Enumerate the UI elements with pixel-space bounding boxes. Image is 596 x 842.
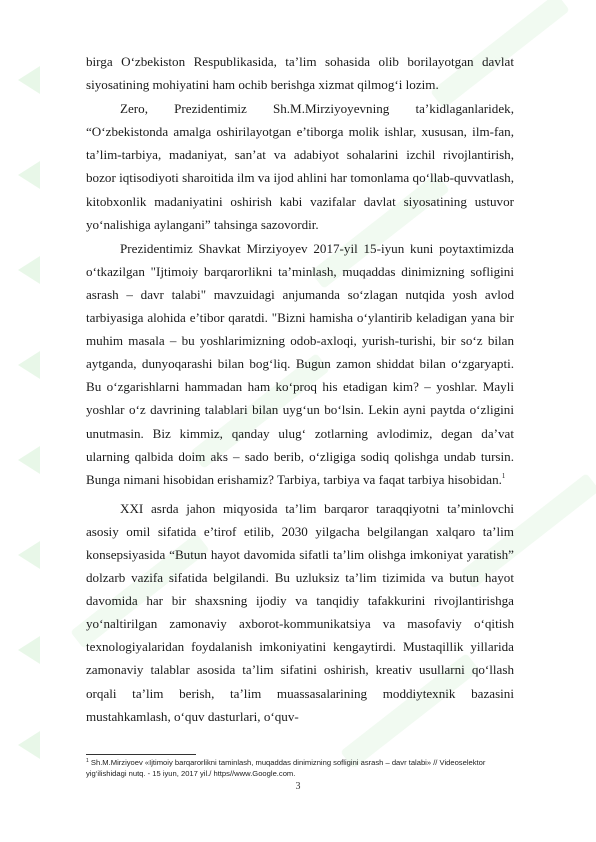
page-number: 3 [295, 781, 301, 792]
paragraph: birga O‘zbekiston Respublikasida, ta’lim sohasida olib borilayotgan davlat siyosatining mohiyatini ham ochib berishga xizmat qilmog‘i lozim. [86, 54, 514, 93]
footnote [86, 757, 514, 779]
paragraph [86, 237, 514, 491]
paragraph: XXI asrda jahon miqyosida ta’lim barqaror taraqqiyotni ta’minlovchi asosiy omil sifatida e’tirof etilib, 2030 yilgacha belgilangan xalqaro ta’lim konsepsiyasida “Butun hayot davomida sifatli ta’lim olishga imkoniyat yaratish” dolzarb vazifa sifatida belgilandi. Bu uzluksiz ta’lim tizimida va butun hayot davomida har bir shaxsning ijodiy va tanqidiy tafakkurini rivojlantirishga yo‘naltirilgan zamonaviy axborot-kommunikatsiya va masofaviy o‘qitish texnologiyalaridan foydalanish imkoniyatini kengaytirdi. Mustaqillik yillarida zamonaviy talablar asosida ta’lim sifatini oshirish, kreativ usullarni qo‘llash orqali ta’lim berish, ta’lim muassasalarining moddiytexnik bazasini mustahkamlash, o‘quv dasturlari, o‘quv- [86, 500, 514, 724]
footnote-ref[interactable]: 1 [501, 471, 506, 480]
paragraph: Zero, Prezidentimiz Sh.M.Mirziyoyevning ta’kidlaganlaridek, “O‘zbekistonda amalga oshirilayotgan e’tiborga molik ishlar, xususan, ilm-fan, ta’lim-tarbiya, madaniyat, san’at va adabiyot sohalarini izchil rivojlantirish, bozor iqtisodiyoti sharoitida ilm va ijod ahlini har tomonlama qo‘llab-quvvatlash, kitobxonlik madaniyatini oshirish kabi vazifalar davlat siyosatining ustuvor yo‘nalishiga aylangani” tahsinga sazovordir. [86, 101, 514, 232]
footnote-divider [86, 754, 196, 755]
body-text [86, 50, 514, 738]
footnote-marker: 1 [86, 758, 89, 764]
footnote-text: Sh.M.Mirziyoev «Ijtimoiy barqarorlikni taminlash, muqaddas dinimizning sofligini asrash – davr talabi» // Videoselektor yig‘ilishidagi nutq. - 15 iyun, 2017 yil./ https//www.Google.com. [86, 758, 486, 778]
paragraph-text: Prezidentimiz Shavkat Mirziyoyev 2017-yil 15-iyun kuni poytaxtimizda o‘tkazilgan "Ijtimoiy barqarorlikni ta’minlash, muqaddas dinimizning sofligini asrash – davr talabi" mavzuidagi anjumanda so‘zlagan nutqida yosh avlod tarbiyasiga alohida e’tibor qaratdi. "Bizni hamisha o‘ylantirib keladigan yana bir muhim masala – bu yoshlarimizning odob-axloqi, yurish-turishi, bir so‘z bilan aytganda, dunyoqarashi bilan bog‘liq. Bugun zamon shiddat bilan o‘zgaryapti. Bu o‘zgarishlarni hammadan ham ko‘proq his etadigan kim? – yoshlar. Mayli yoshlar o‘z davrining talablari bilan uyg‘un bo‘lsin. Lekin ayni paytda o‘zligini unutmasin. Biz kimmiz, qanday ulug‘ zotlarning avlodimiz, degan da’vat ularning qalbida doim aks – sado berib, o‘zligiga sodiq qolishga undab tursin. Bunga nimani hisobidan erishamiz? Tarbiya, tarbiya va faqat tarbiya hisobidan. [86, 240, 514, 487]
